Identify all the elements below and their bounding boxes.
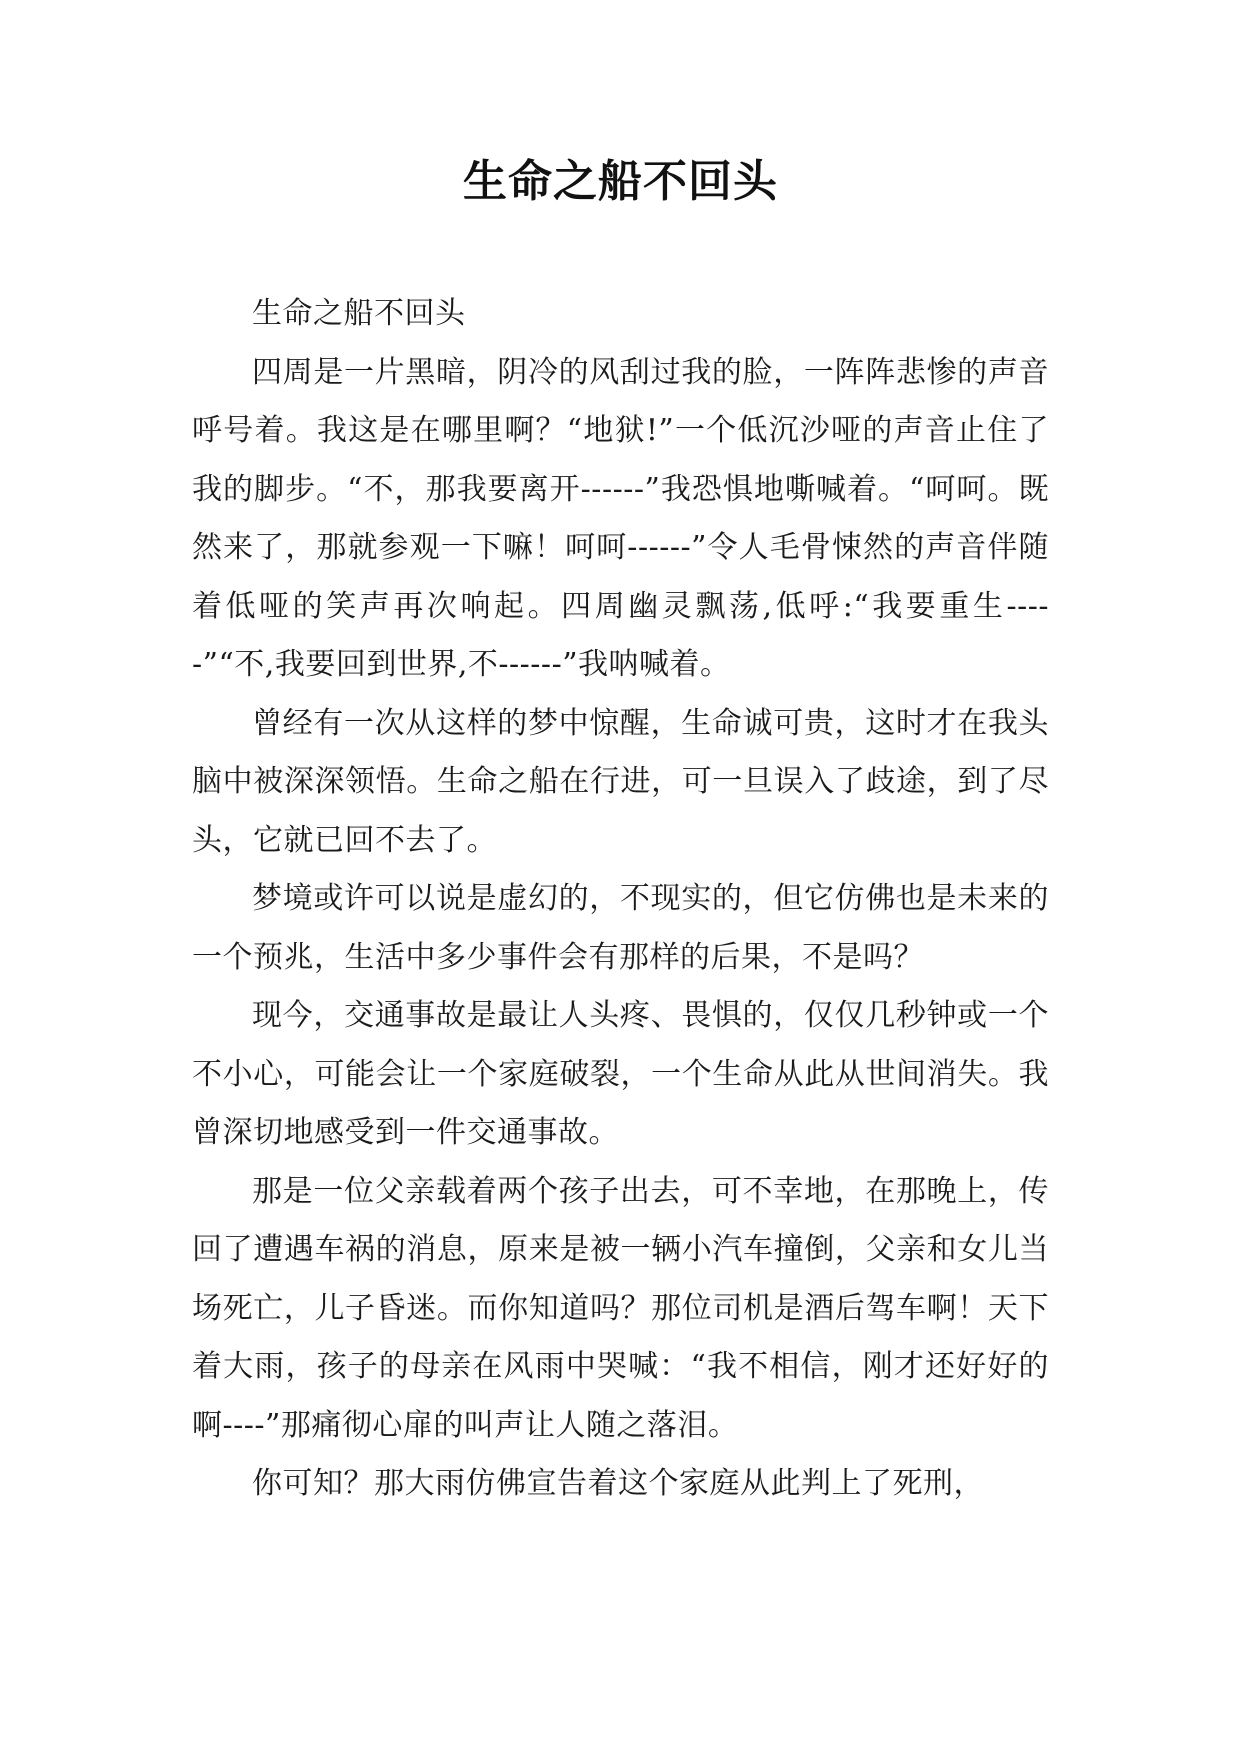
paragraph: 现今，交通事故是最让人头疼、畏惧的，仅仅几秒钟或一个不小心，可能会让一个家庭破裂，一个生命从此从世间消失。我曾深切地感受到一件交通事故。 xyxy=(192,998,1049,1150)
document-body xyxy=(192,285,1049,1514)
document-title: 生命之船不回头 xyxy=(463,156,778,207)
paragraph: 四周是一片黑暗，阴冷的风刮过我的脸，一阵阵悲惨的声音呼号着。我这是在哪里啊？“地狱!”一个低沉沙哑的声音止住了我的脚步。“不，那我要离开------”我恐惧地嘶喊着。“呵呵。既然来了，那就参观一下嘛！呵呵------”令人毛骨悚然的声音伴随着低哑的笑声再次响起。四周幽灵飘荡,低呼:“我要重生-----”“不,我要回到世界,不------”我呐喊着。 xyxy=(192,354,1049,682)
paragraph-subtitle: 生命之船不回头 xyxy=(252,296,466,331)
paragraph: 你可知？那大雨仿佛宣告着这个家庭从此判上了死刑， xyxy=(252,1466,984,1501)
paragraph: 那是一位父亲载着两个孩子出去，可不幸地，在那晚上，传回了遭遇车祸的消息，原来是被一辆小汽车撞倒，父亲和女儿当场死亡，儿子昏迷。而你知道吗？那位司机是酒后驾车啊！天下着大雨，孩子的母亲在风雨中哭喊：“我不相信，刚才还好好的啊----”那痛彻心扉的叫声让人随之落泪。 xyxy=(192,1173,1049,1443)
paragraph: 梦境或许可以说是虚幻的，不现实的，但它仿佛也是未来的一个预兆，生活中多少事件会有那样的后果，不是吗？ xyxy=(192,881,1049,975)
paragraph: 曾经有一次从这样的梦中惊醒，生命诚可贵，这时才在我头脑中被深深领悟。生命之船在行进，可一旦误入了歧途，到了尽头，它就已回不去了。 xyxy=(192,705,1049,858)
